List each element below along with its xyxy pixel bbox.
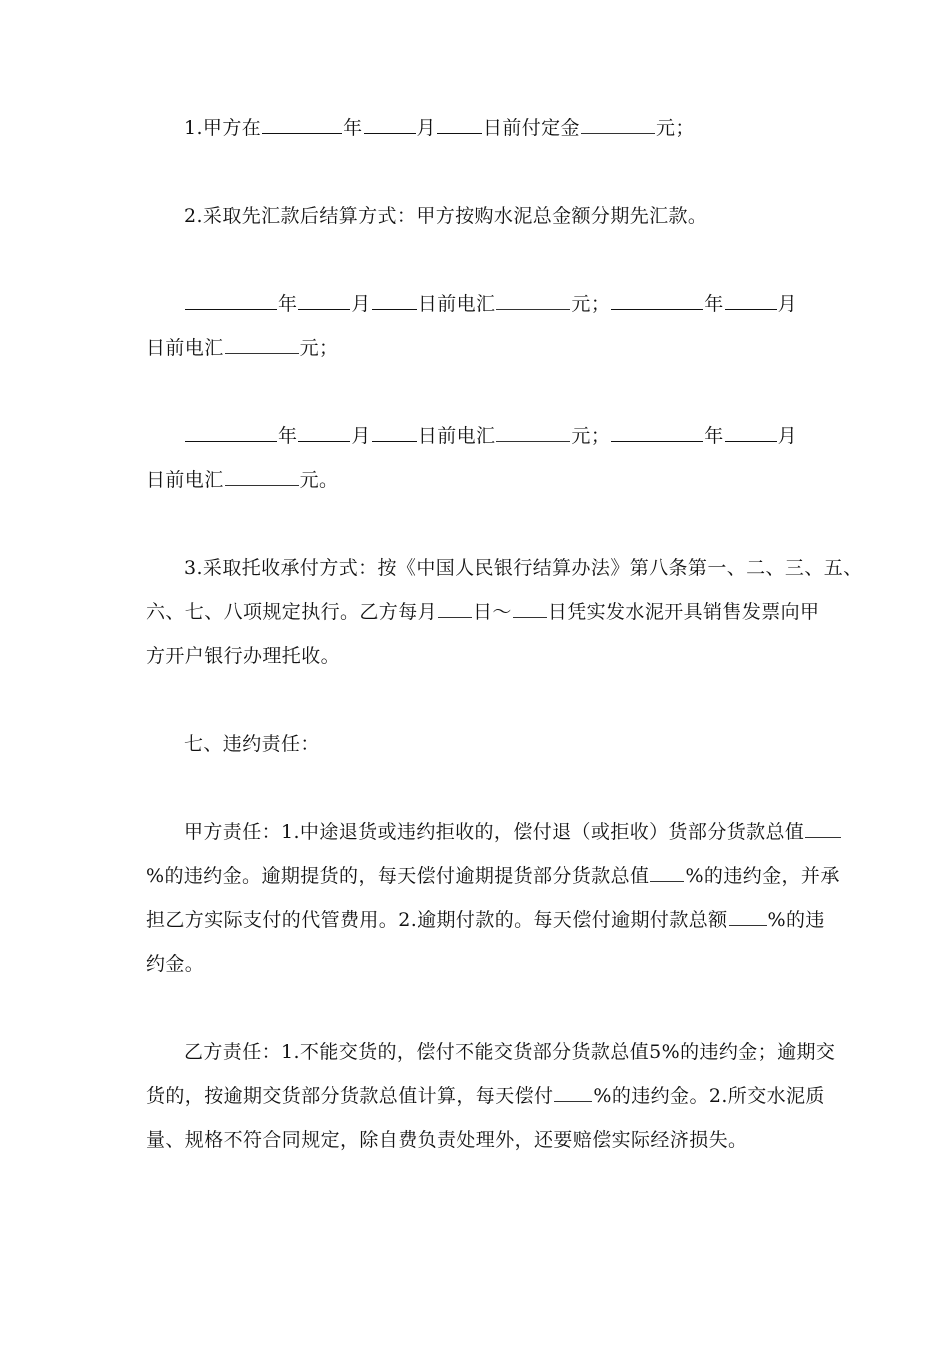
paragraph-text: 乙方责任：1.不能交货的，偿付不能交货部分货款总值5%的违约金；逾期交 <box>184 1041 836 1063</box>
text: 日前电汇 <box>146 469 224 491</box>
blank-field <box>438 598 472 618</box>
text: 年 <box>704 425 724 447</box>
text: 年 <box>343 117 363 139</box>
blank-field <box>262 114 342 134</box>
blank-field <box>437 114 482 134</box>
clause-deposit <box>146 106 806 150</box>
text: 日前电汇 <box>417 425 496 447</box>
section-title: 七、违约责任： <box>184 733 320 755</box>
text: 月 <box>777 425 798 447</box>
paragraph-text: 约金。 <box>146 953 205 975</box>
clause-prepayment <box>146 194 806 238</box>
text: %的违 <box>767 909 825 931</box>
blank-field <box>725 290 777 310</box>
blank-field <box>225 466 299 486</box>
text: 日前电汇 <box>417 293 496 315</box>
text: 月 <box>416 117 436 139</box>
blank-field <box>805 818 841 838</box>
text: 日前付定金 <box>482 117 580 139</box>
blank-field <box>298 422 350 442</box>
blank-field <box>496 290 570 310</box>
text: 日凭实发水泥开具销售发票向甲 <box>547 601 820 623</box>
text: 元； <box>655 117 695 139</box>
text: 元； <box>571 425 611 447</box>
text: 1.甲方在 <box>184 117 262 139</box>
paragraph-text: 2.采取先汇款后结算方式：甲方按购水泥总金额分期先汇款。 <box>184 205 708 227</box>
blank-field <box>611 422 703 442</box>
text: 年 <box>278 293 298 315</box>
blank-field <box>364 114 416 134</box>
text: %的违约金。逾期提货的，每天偿付逾期提货部分货款总值 <box>146 865 650 887</box>
blank-field <box>725 422 777 442</box>
text: 元； <box>299 337 339 359</box>
text: 元。 <box>299 469 339 491</box>
blank-field <box>372 290 417 310</box>
text: 月 <box>777 293 798 315</box>
blank-field <box>185 290 277 310</box>
text: 六、七、八项规定执行。乙方每月 <box>146 601 438 623</box>
text: 年 <box>278 425 298 447</box>
blank-field <box>298 290 350 310</box>
blank-field <box>650 862 684 882</box>
blank-field <box>729 906 767 926</box>
text: %的违约金，并承 <box>685 865 840 887</box>
text: 日前电汇 <box>146 337 224 359</box>
paragraph-text: 方开户银行办理托收。 <box>146 645 341 667</box>
text: 甲方责任：1.中途退货或违约拒收的，偿付退（或拒收）货部分货款总值 <box>184 821 805 843</box>
blank-field <box>496 422 570 442</box>
blank-field <box>225 334 299 354</box>
blank-field <box>611 290 703 310</box>
blank-field <box>185 422 277 442</box>
clause-collection <box>146 546 863 678</box>
text: 月 <box>351 293 371 315</box>
paragraph-text: 3.采取托收承付方式：按《中国人民银行结算办法》第八条第一、二、三、五、 <box>184 557 863 579</box>
blank-field <box>372 422 417 442</box>
party-b-liability <box>146 1030 836 1162</box>
text: 担乙方实际支付的代管费用。2.逾期付款的。每天偿付逾期付款总额 <box>146 909 728 931</box>
text: 月 <box>351 425 371 447</box>
text: 年 <box>704 293 724 315</box>
installment-1 <box>146 282 806 370</box>
text: %的违约金。2.所交水泥质 <box>593 1085 825 1107</box>
blank-field <box>554 1082 592 1102</box>
blank-field <box>513 598 547 618</box>
party-a-liability <box>146 810 840 986</box>
paragraph-text: 量、规格不符合同规定，除自费负责处理外，还要赔偿实际经济损失。 <box>146 1129 748 1151</box>
section-heading <box>146 722 806 766</box>
text: 日～ <box>473 601 512 623</box>
blank-field <box>581 114 655 134</box>
text: 元； <box>571 293 611 315</box>
installment-2 <box>146 414 806 502</box>
text: 货的，按逾期交货部分货款总值计算，每天偿付 <box>146 1085 554 1107</box>
